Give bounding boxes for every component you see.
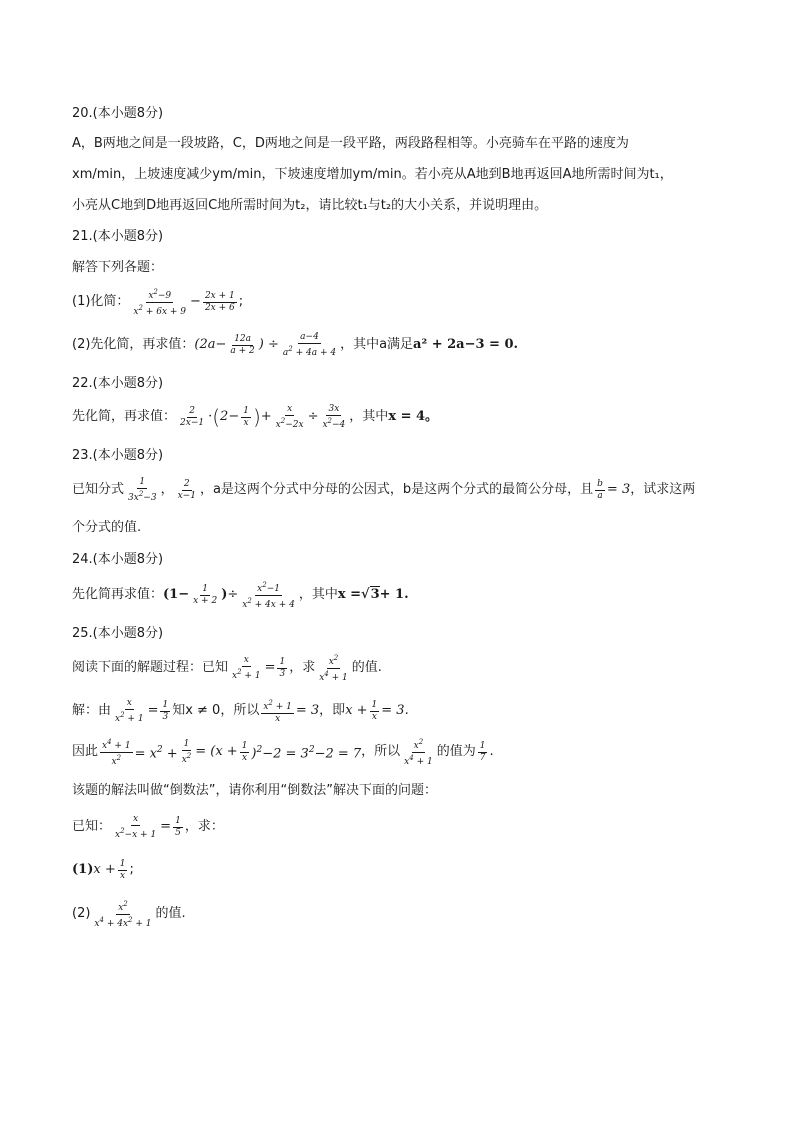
fraction: $\frac{x}{x^2 + 1}$ [115,697,144,724]
q25-p1-label: (1) [72,862,94,877]
q25-solution-text: ，所以 [361,744,401,759]
q23-label: 已知分式 [72,482,125,497]
fraction: $\frac{1}{x}$ [241,740,248,763]
fraction: $\frac{12a}{a + 2}$ [230,333,255,356]
q25-part-2 [72,899,734,929]
q25-solution-text: 的值为 [436,744,476,759]
q21-part-2: (2)先化简，再求值： (2a− $\frac{12a}{a + 2}$ ) ÷ $\frac{a-4}{a^2 + 4a + 4}$ ，其中a满足 a² + 2a−3 = 0. [72,331,519,358]
q24-condition-post: + 1. [379,587,409,602]
fraction: $\frac{x^2}{x^4 + 1}$ [319,653,348,683]
fraction: $\frac{x}{x^2-2x}$ [275,403,304,430]
fraction: $\frac{b}{a}$ [597,478,603,501]
q23-line-2: 个分式的值. [72,520,142,535]
fraction: $\frac{x^2 + 1}{x}$ [263,698,292,724]
q21-heading: 21.(本小题8分) [72,229,164,244]
q21-p2-tail: ，其中a满足 [340,337,414,352]
q23-line-1: 已知分式 $\frac{1}{3x^2-3}$ ， $\frac{2}{x-1}$ ，a是这两个分式中分母的公因式，b是这两个分式的最简公分母，且 $\frac{b}{a}$ = 3 ，试求这两 [72,476,696,503]
fraction: $\frac{1}{x + 2}$ [193,583,218,606]
fraction: $\frac{1}{x}$ [371,699,378,722]
fraction: $\frac{2}{x-1}$ [177,478,196,501]
q22-heading: 22.(本小题8分) [72,376,164,391]
q21-part-1: (1)化简： $\frac{x^2-9}{x^2 + 6x + 9}$ − $\frac{2x + 1}{2x + 6}$ ; [72,287,244,317]
q25-intro: 阅读下面的解题过程：已知 $\frac{x}{x^2 + 1}$ = $\frac{1}{3}$ ，求 $\frac{x^2}{x^4 + 1}$ 的值. [72,653,382,683]
fraction: $\frac{1}{3}$ [279,656,286,679]
fraction: $\frac{x^2-9}{x^2 + 6x + 9}$ [133,287,187,317]
q21-p2-label: (2)先化简，再求值： [72,337,195,352]
fraction: $\frac{1}{7}$ [479,740,486,763]
fraction: $\frac{2}{2x-1}$ [180,405,205,428]
q23-mid: ，a是这两个分式中分母的公因式，b是这两个分式的最简公分母，且 [199,482,594,497]
q25-intro-text: ，求 [289,660,316,675]
fraction: $\frac{1}{3}$ [162,699,169,722]
fraction: $\frac{2x + 1}{2x + 6}$ [204,290,235,313]
fraction: $\frac{1}{3x^2-3}$ [128,476,157,503]
fraction: $\frac{x^2}{x^4 + 1}$ [404,737,433,767]
q21-intro: 解答下列各题： [72,260,164,275]
q21-p1-label: (1)化简： [72,294,130,309]
fraction: $\frac{1}{5}$ [175,815,181,838]
q22-body: 先化简，再求值： $\frac{2}{2x-1}$ · ( 2− $\frac{1}{x}$ ) + $\frac{x}{x^2-2x}$ ÷ $\frac{3x}{x^2-4}$ ，其中 x = 4。 [72,403,439,430]
fraction: $\frac{x^2-1}{x^2 + 4x + 4}$ [242,580,295,610]
fraction: $\frac{1}{x}$ [119,858,126,881]
q25-intro-text: 阅读下面的解题过程：已知 [72,660,229,675]
q25-part-1: (1) x + $\frac{1}{x}$ ; [72,858,134,881]
q25-p2-label: (2) [72,906,91,921]
q25-given-text: ，求： [184,819,224,834]
q22-tail: ，其中 [349,409,389,424]
q22-condition: x = 4。 [388,409,439,424]
q21-p2-condition: a² + 2a−3 = 0. [413,337,519,352]
q25-solution-text: 因此 [72,744,99,759]
q25-given-text: 已知： [72,819,112,834]
q20-line-1: A，B两地之间是一段坡路，C，D两地之间是一段平路，两段路程相等。小亮骑车在平路的速度为 [72,136,629,151]
q24-label: 先化简再求值： [72,587,164,602]
q20-line-3: 小亮从C地到D地再返回C地所需时间为t₂，请比较t₁与t₂的大小关系，并说明理由。 [72,198,548,213]
q25-intro-text: 的值. [351,660,382,675]
q23-heading: 23.(本小题8分) [72,448,164,463]
q24-body: 先化简再求值： (1− $\frac{1}{x + 2}$ ) ÷ $\frac{x^2-1}{x^2 + 4x + 4}$ ，其中 x = √3 + 1. [72,580,409,610]
q20-line-2: xm/min，上坡速度减少ym/min，下坡速度增加ym/min。若小亮从A地到B地再返回A地所需时间为t₁， [72,167,673,182]
fraction: $\frac{x}{x^2 + 1}$ [232,654,261,681]
fraction: $\frac{1}{x^2}$ [181,738,192,765]
fraction: $\frac{x^2}{x^4 + 4x^2 + 1}$ [94,899,152,929]
q24-tail: ，其中 [298,587,338,602]
q25-solution-text: ，即 [319,703,346,718]
q25-solution-2: 因此 $\frac{x^4 + 1}{x^2}$ = $x^2$ + $\frac{1}{x^2}$ = (x + $\frac{1}{x}$ )$^2-2 = 3^2-2 = 7$ ，所以 $\frac{x^2}{x^4 + 1}$ 的值为 $\frac{1}{7}$ . [72,737,494,767]
fraction: $\frac{x^4 + 1}{x^2}$ [102,737,131,767]
q25-solution-1: 解：由 $\frac{x}{x^2 + 1}$ = $\frac{1}{3}$ 知x ≠ 0，所以 $\frac{x^2 + 1}{x}$ = 3 ，即 x + $\frac{1}{x}$ = 3. [72,697,409,724]
fraction: $\frac{3x}{x^2-4}$ [322,403,346,430]
q25-method: 该题的解法叫做“倒数法”，请你利用“倒数法”解决下面的问题： [72,783,437,798]
q25-heading: 25.(本小题8分) [72,626,164,641]
q24-heading: 24.(本小题8分) [72,552,164,567]
fraction: $\frac{a-4}{a^2 + 4a + 4}$ [282,331,337,358]
q22-label: 先化简，再求值： [72,409,177,424]
q20-heading: 20.(本小题8分) [72,106,164,121]
q24-condition-pre: x = [337,587,362,602]
q25-solution-text: 知x ≠ 0，所以 [172,703,260,718]
q23-tail: ，试求这两 [630,482,696,497]
q25-solution-text: 解：由 [72,703,112,718]
fraction: $\frac{1}{x}$ [243,405,249,428]
fraction: $\frac{x}{x^2-x + 1}$ [115,813,157,840]
q25-given: 已知： $\frac{x}{x^2-x + 1}$ = $\frac{1}{5}$ ，求： [72,813,224,840]
q25-p2-tail: 的值. [155,906,186,921]
